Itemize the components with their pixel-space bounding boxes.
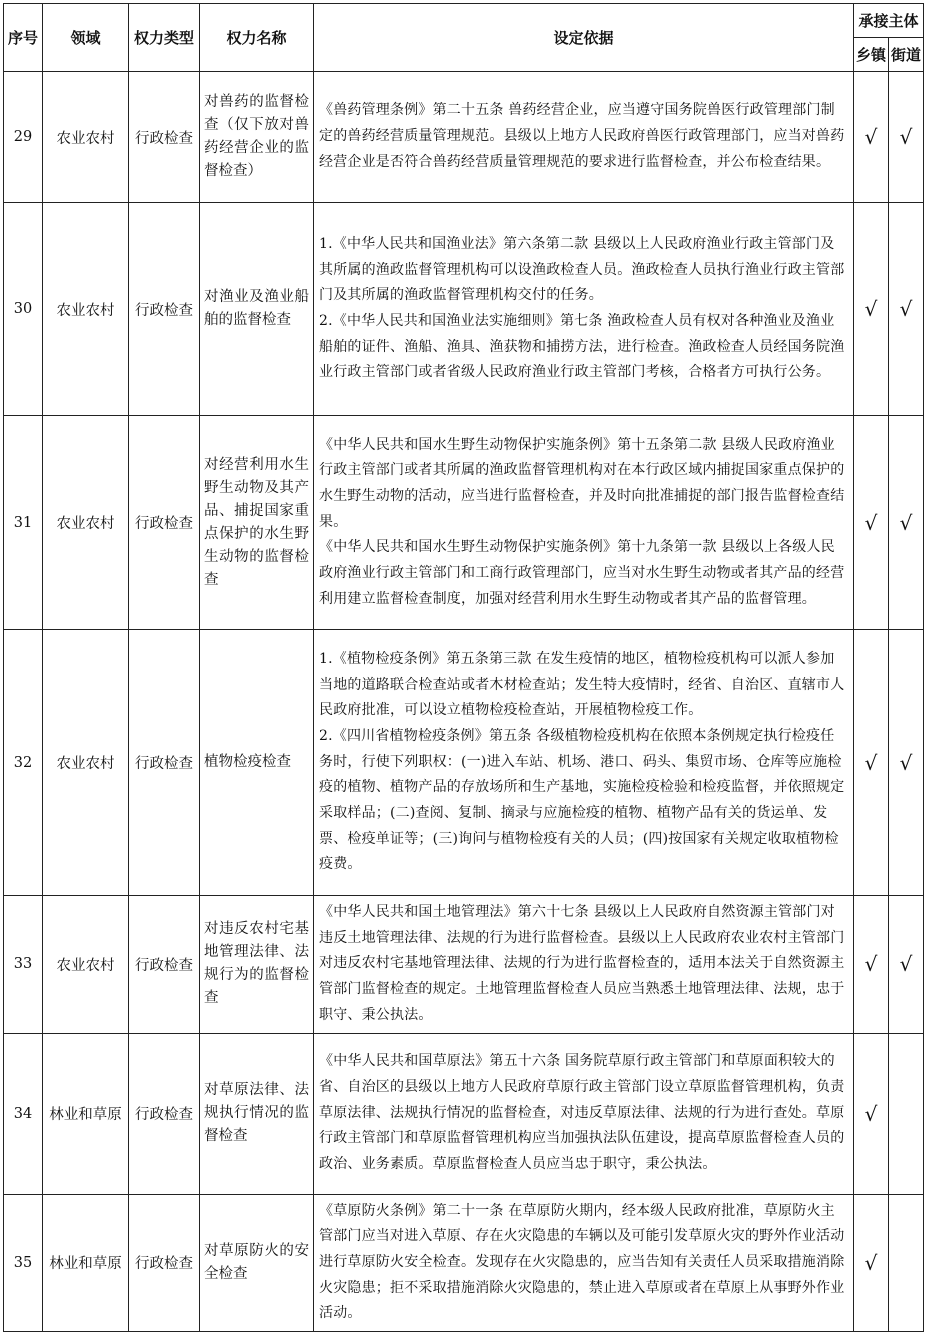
row-seq: 29 bbox=[4, 72, 43, 203]
row-power-name: 植物检疫检查 bbox=[200, 630, 314, 896]
header-row bbox=[4, 4, 924, 38]
header-power-name: 权力名称 bbox=[200, 4, 314, 72]
table-row bbox=[4, 630, 924, 896]
row-power-name: 对违反农村宅基地管理法律、法规行为的监督检查 bbox=[200, 896, 314, 1034]
row-power-type: 行政检查 bbox=[129, 1033, 200, 1194]
header-township: 乡镇 bbox=[854, 38, 889, 72]
table-row bbox=[4, 203, 924, 416]
row-domain: 林业和草原 bbox=[43, 1194, 129, 1332]
row-township-check: √ bbox=[854, 72, 889, 203]
header-subdistrict: 街道 bbox=[889, 38, 924, 72]
row-basis bbox=[314, 416, 854, 630]
row-power-name: 对草原防火的安全检查 bbox=[200, 1194, 314, 1332]
basis-paragraph: 2.《四川省植物检疫条例》第五条 各级植物检疫机构在依照本条例规定执行检疫任务时，行使下列职权：(一)进入车站、机场、港口、码头、集贸市场、仓库等应施检疫的植物、植物产品的存放场所和生产基地，实施检疫检验和检疫监督，并依照规定采取样品；(二)查阅、复制、摘录与应施检疫的植物、植物产品有关的货运单、发票、检疫单证等；(三)询问与植物检疫有关的人员；(四)按国家有关规定收取植物检疫费。 bbox=[319, 727, 845, 873]
row-subdistrict-check: √ bbox=[889, 416, 924, 630]
row-power-type: 行政检查 bbox=[129, 72, 200, 203]
header-bearer: 承接主体 bbox=[854, 4, 924, 38]
row-seq: 30 bbox=[4, 203, 43, 416]
table-row bbox=[4, 72, 924, 203]
row-subdistrict-check: √ bbox=[889, 72, 924, 203]
header-power-type: 权力类型 bbox=[129, 4, 200, 72]
basis-paragraph: 2.《中华人民共和国渔业法实施细则》第七条 渔政检查人员有权对各种渔业及渔业船舶的证件、渔船、渔具、渔获物和捕捞方法，进行检查。渔政检查人员经国务院渔业行政主管部门或者省级人民政府渔业行政主管部门考核，合格者方可执行公务。 bbox=[319, 313, 845, 381]
table-row bbox=[4, 896, 924, 1034]
row-subdistrict-check: √ bbox=[889, 203, 924, 416]
basis-paragraph: 《草原防火条例》第二十一条 在草原防火期内，经本级人民政府批准，草原防火主管部门应当对进入草原、存在火灾隐患的车辆以及可能引发草原火灾的野外作业活动进行草原防火安全检查。发现存在火灾隐患的，应当告知有关责任人员采取措施消除火灾隐患；拒不采取措施消除火灾隐患的，禁止进入草原或者在草原上从事野外作业活动。 bbox=[319, 1202, 845, 1322]
row-seq: 34 bbox=[4, 1033, 43, 1194]
basis-paragraph: 1.《植物检疫条例》第五条第三款 在发生疫情的地区，植物检疫机构可以派人参加当地的道路联合检查站或者木材检查站；发生特大疫情时，经省、自治区、直辖市人民政府批准，可以设立植物检疫检查站，开展植物检疫工作。 bbox=[319, 650, 845, 719]
row-power-type: 行政检查 bbox=[129, 416, 200, 630]
header-domain: 领域 bbox=[43, 4, 129, 72]
basis-paragraph: 1.《中华人民共和国渔业法》第六条第二款 县级以上人民政府渔业行政主管部门及其所属的渔政监督管理机构可以设渔政检查人员。渔政检查人员执行渔业行政主管部门及其所属的渔政监督管理机构交付的任务。 bbox=[319, 235, 845, 304]
table-body bbox=[4, 72, 924, 1332]
row-domain: 农业农村 bbox=[43, 896, 129, 1034]
row-basis bbox=[314, 1194, 854, 1332]
row-township-check: √ bbox=[854, 1194, 889, 1332]
row-township-check: √ bbox=[854, 203, 889, 416]
row-basis bbox=[314, 630, 854, 896]
basis-paragraph: 《中华人民共和国草原法》第五十六条 国务院草原行政主管部门和草原面积较大的省、自治区的县级以上地方人民政府草原行政主管部门设立草原监督管理机构，负责草原法律、法规执行情况的监督检查，对违反草原法律、法规的行为进行查处。草原行政主管部门和草原监督管理机构应当加强执法队伍建设，提高草原监督检查人员的政治、业务素质。草原监督检查人员应当忠于职守，秉公执法。 bbox=[319, 1053, 845, 1173]
row-subdistrict-check: √ bbox=[889, 630, 924, 896]
row-power-name: 对兽药的监督检查（仅下放对兽药经营企业的监督检查） bbox=[200, 72, 314, 203]
basis-paragraph: 《中华人民共和国水生野生动物保护实施条例》第十五条第二款 县级人民政府渔业行政主管部门或者其所属的渔政监督管理机构对在本行政区域内捕捉国家重点保护的水生野生动物的活动，应当进行监督检查，并及时向批准捕捉的部门报告监督检查结果。 bbox=[319, 436, 845, 530]
row-subdistrict-check bbox=[889, 1194, 924, 1332]
header-basis: 设定依据 bbox=[314, 4, 854, 72]
row-power-name: 对渔业及渔业船舶的监督检查 bbox=[200, 203, 314, 416]
row-basis bbox=[314, 203, 854, 416]
row-seq: 35 bbox=[4, 1194, 43, 1332]
row-power-name: 对经营利用水生野生动物及其产品、捕捉国家重点保护的水生野生动物的监督检查 bbox=[200, 416, 314, 630]
row-domain: 林业和草原 bbox=[43, 1033, 129, 1194]
row-domain: 农业农村 bbox=[43, 630, 129, 896]
basis-paragraph: 《兽药管理条例》第二十五条 兽药经营企业，应当遵守国务院兽医行政管理部门制定的兽药经营质量管理规范。县级以上地方人民政府兽医行政管理部门，应当对兽药经营企业是否符合兽药经营质量管理规范的要求进行监督检查，并公布检查结果。 bbox=[319, 102, 845, 170]
row-subdistrict-check: √ bbox=[889, 896, 924, 1034]
power-list-table bbox=[3, 3, 924, 1332]
row-domain: 农业农村 bbox=[43, 416, 129, 630]
table-row bbox=[4, 1194, 924, 1332]
row-domain: 农业农村 bbox=[43, 203, 129, 416]
row-power-type: 行政检查 bbox=[129, 630, 200, 896]
row-basis bbox=[314, 896, 854, 1034]
table-row bbox=[4, 1033, 924, 1194]
row-township-check: √ bbox=[854, 896, 889, 1034]
basis-paragraph: 《中华人民共和国土地管理法》第六十七条 县级以上人民政府自然资源主管部门对违反土地管理法律、法规的行为进行监督检查。县级以上人民政府农业农村主管部门对违反农村宅基地管理法律、法规的行为进行监督检查的，适用本法关于自然资源主管部门监督检查的规定。土地管理监督检查人员应当熟悉土地管理法律、法规，忠于职守、秉公执法。 bbox=[319, 904, 845, 1023]
row-basis bbox=[314, 72, 854, 203]
header-seq: 序号 bbox=[4, 4, 43, 72]
row-domain: 农业农村 bbox=[43, 72, 129, 203]
row-power-type: 行政检查 bbox=[129, 1194, 200, 1332]
row-seq: 32 bbox=[4, 630, 43, 896]
row-seq: 33 bbox=[4, 896, 43, 1034]
row-power-type: 行政检查 bbox=[129, 203, 200, 416]
table-row bbox=[4, 416, 924, 630]
row-seq: 31 bbox=[4, 416, 43, 630]
row-township-check: √ bbox=[854, 630, 889, 896]
row-power-name: 对草原法律、法规执行情况的监督检查 bbox=[200, 1033, 314, 1194]
basis-paragraph: 《中华人民共和国水生野生动物保护实施条例》第十九条第一款 县级以上各级人民政府渔业行政主管部门和工商行政管理部门，应当对水生野生动物或者其产品的经营利用建立监督检查制度，加强对经营利用水生野生动物或者其产品的监督管理。 bbox=[319, 539, 845, 607]
row-township-check: √ bbox=[854, 1033, 889, 1194]
row-township-check: √ bbox=[854, 416, 889, 630]
row-subdistrict-check bbox=[889, 1033, 924, 1194]
row-basis bbox=[314, 1033, 854, 1194]
row-power-type: 行政检查 bbox=[129, 896, 200, 1034]
